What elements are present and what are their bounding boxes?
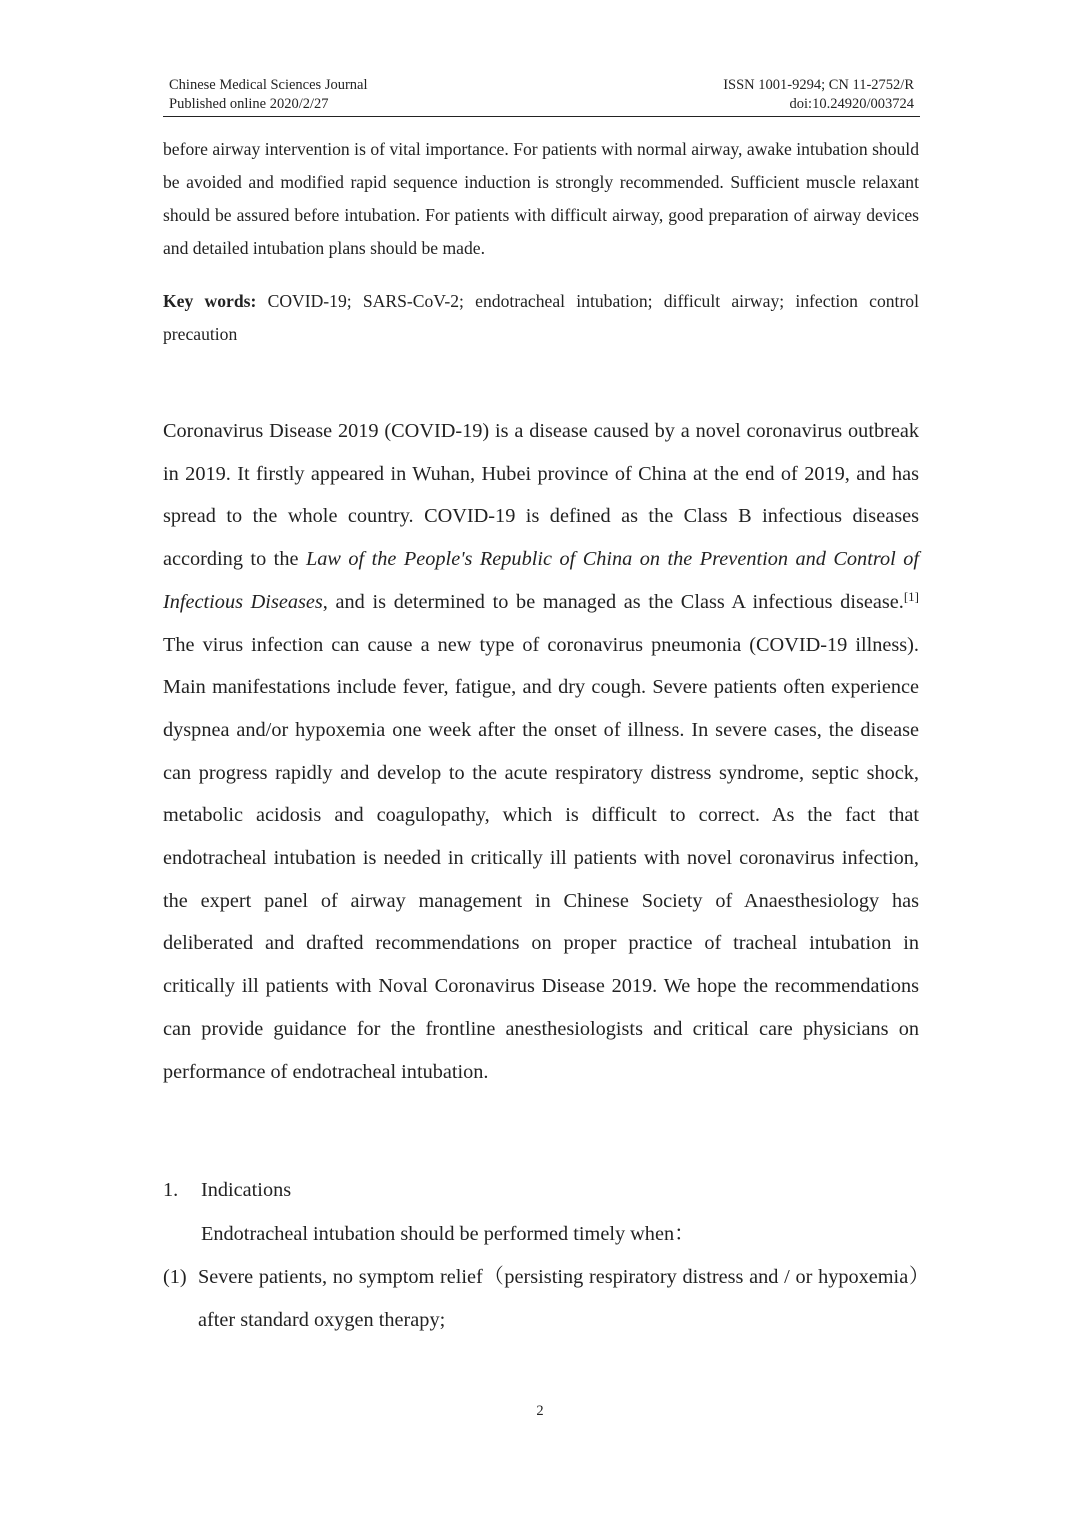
list-item-label: (1) <box>163 1266 187 1288</box>
introduction-paragraph <box>163 410 919 1093</box>
intro-text-part2: , and is determined to be managed as the Class A infectious disease. <box>322 590 904 613</box>
issn-number: ISSN 1001-9294; CN 11-2752/R <box>723 77 914 93</box>
keywords-label: Key words: <box>163 291 257 311</box>
section-heading-indications <box>163 1175 291 1205</box>
journal-name: Chinese Medical Sciences Journal <box>169 77 368 93</box>
keywords-list: COVID-19; SARS-CoV-2; endotracheal intubation; difficult airway; infection control precaution <box>163 291 919 344</box>
section-number: 1. <box>163 1179 179 1201</box>
header-right <box>723 76 914 114</box>
doi-number: doi:10.24920/003724 <box>789 96 914 112</box>
section-title: Indications <box>201 1179 292 1201</box>
law-title: Law of the People's Republic of China on the Prevention and Control of Infectious Diseases <box>163 548 919 613</box>
running-header <box>163 74 920 117</box>
abstract-continuation: before airway intervention is of vital importance. For patients with normal airway, awake intubation should be avoided and modified rapid sequence induction is strongly recommended. Sufficient muscle relaxant should be assured before intubation. For patients with difficult airway, good preparation of airway devices and detailed intubation plans should be made. <box>163 139 919 258</box>
section-intro: Endotracheal intubation should be performed timely when： <box>201 1223 695 1245</box>
page-number: 2 <box>536 1403 544 1419</box>
list-item-text: Severe patients, no symptom relief（persisting respiratory distress and / or hypoxemia）after standard oxygen therapy; <box>198 1266 919 1331</box>
keywords <box>163 285 919 351</box>
list-item <box>163 1256 919 1342</box>
publication-date: Published online 2020/2/27 <box>169 96 329 112</box>
header-left <box>169 76 368 114</box>
citation-1[interactable]: [1] <box>903 588 919 604</box>
intro-text-part1: Coronavirus Disease 2019 (COVID-19) is a disease caused by a novel coronavirus outbreak in 2019. It firstly appeared in Wuhan, Hubei province of China at the end of 2019, and has spread to the whole country. COVID-19 is defined as the Class B infectious diseases according to the <box>163 420 919 571</box>
intro-text-part3: The virus infection can cause a new type of coronavirus pneumonia (COVID-19 illness). Main manifestations include fever, fatigue, and dry cough. Severe patients often experience dyspnea and/or hypoxemia one week after the onset of illness. In severe cases, the disease can progress rapidly and develop to the acute respiratory distress syndrome, septic shock, metabolic acidosis and coagulopathy, which is difficult to correct. As the fact that endotracheal intubation is needed in critically ill patients with novel coronavirus infection, the expert panel of airway management in Chinese Society of Anaesthesiology has deliberated and drafted recommendations on proper practice of tracheal intubation in critically ill patients with Noval Coronavirus Disease 2019. We hope the recommendations can provide guidance for the frontline anesthesiologists and critical care physicians on performance of endotracheal intubation. <box>163 633 919 1083</box>
